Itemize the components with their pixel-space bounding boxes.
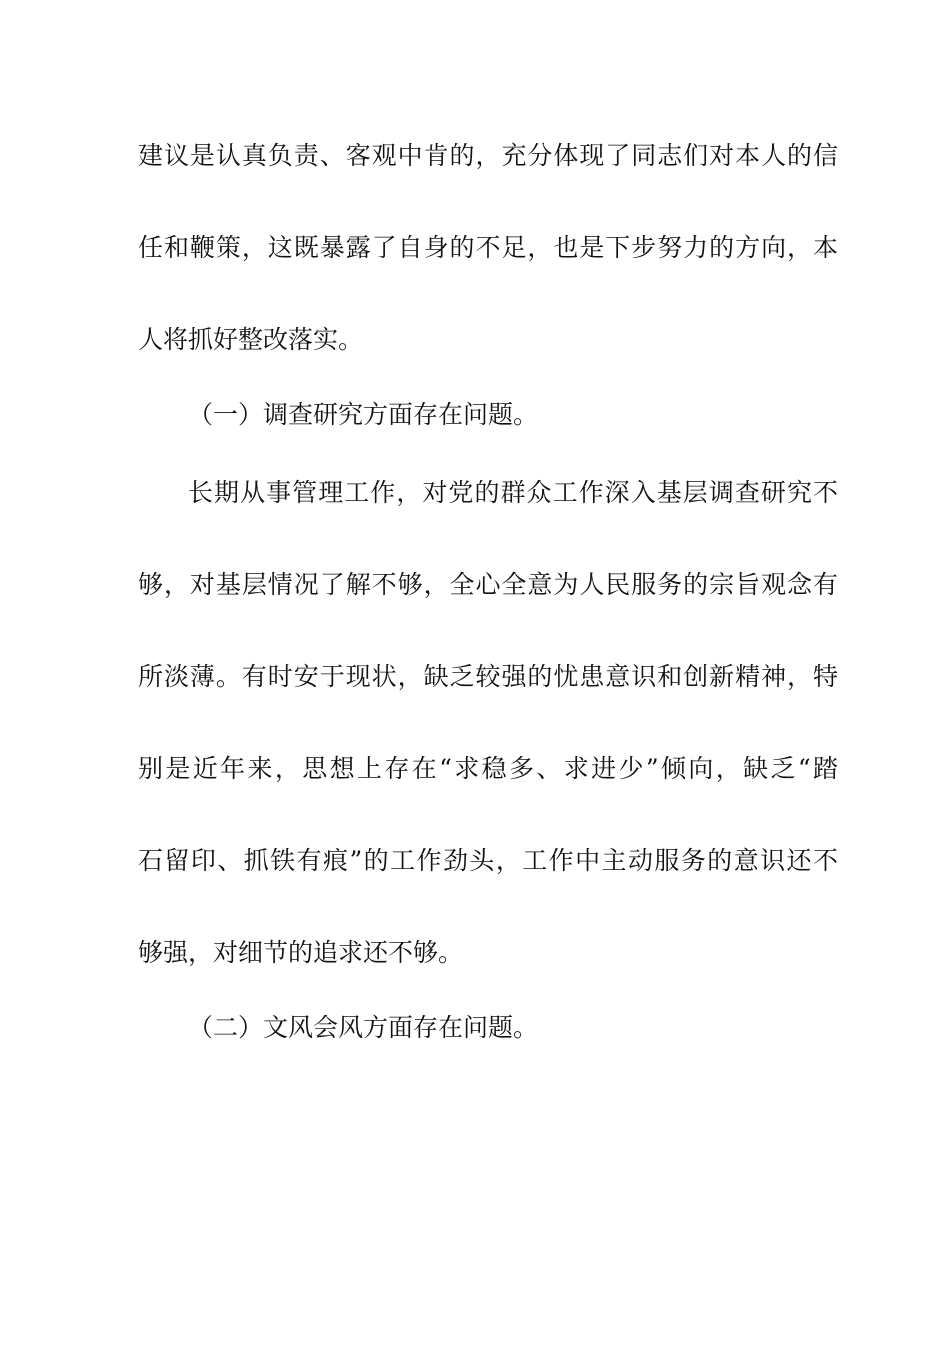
- paragraph-line-9: 够强，对细节的追求还不够。: [138, 938, 464, 967]
- paragraph-line-1: 建议是认真负责、客观中肯的，充分体现了同志们对本人的信: [138, 141, 838, 170]
- paragraph-line-3: 人将抓好整改落实。: [138, 325, 364, 354]
- paragraph-line-6: 所淡薄。有时安于现状，缺乏较强的忧患意识和创新精神，特: [138, 662, 838, 691]
- paragraph-line-7: 别是近年来，思想上存在“求稳多、求进少”倾向，缺乏“踏: [138, 754, 838, 783]
- paragraph-line-2: 任和鞭策，这既暴露了自身的不足，也是下步努力的方向，本: [138, 233, 838, 262]
- paragraph-line-8: 石留印、抓铁有痕”的工作劲头，工作中主动服务的意识还不: [138, 846, 838, 875]
- section-heading-1: （一）调查研究方面存在问题。: [188, 400, 539, 429]
- paragraph-line-4: 长期从事管理工作，对党的群众工作深入基层调查研究不: [188, 478, 838, 507]
- paragraph-line-5: 够，对基层情况了解不够，全心全意为人民服务的宗旨观念有: [138, 570, 838, 599]
- section-heading-2: （二）文风会风方面存在问题。: [188, 1013, 539, 1042]
